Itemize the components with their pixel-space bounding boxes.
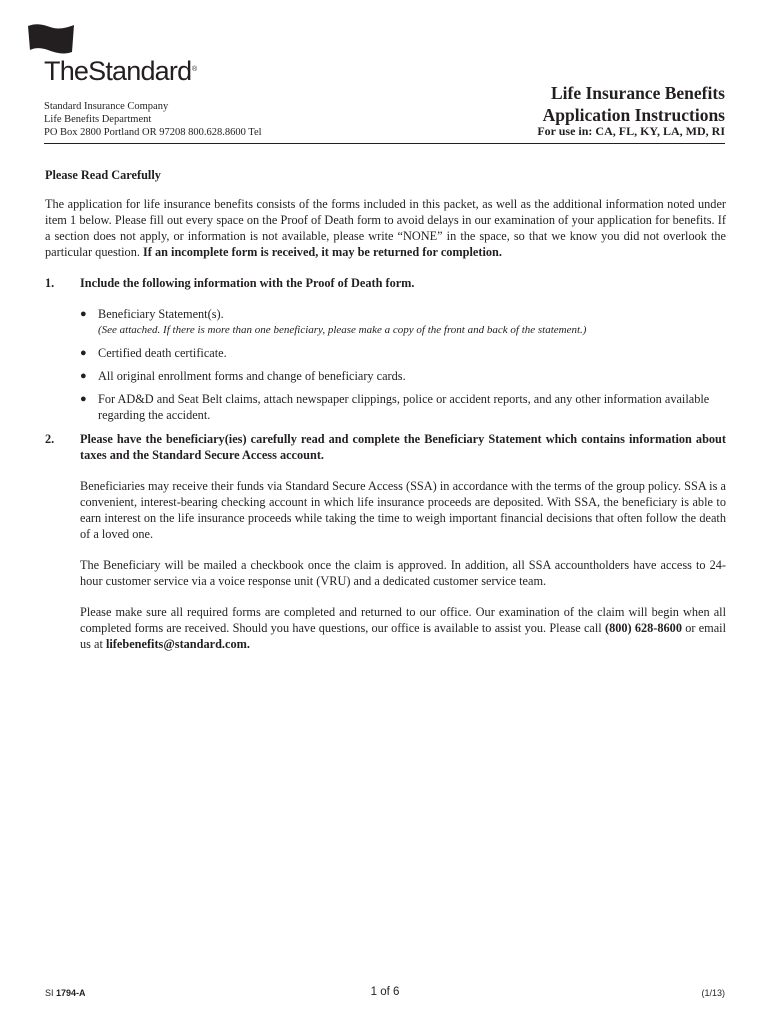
instructions-body bbox=[45, 167, 726, 652]
required-documents-list bbox=[80, 306, 726, 423]
company-address bbox=[44, 100, 262, 139]
form-code: 1794-A bbox=[56, 988, 86, 998]
section-1 bbox=[45, 275, 726, 423]
header-divider bbox=[44, 143, 725, 144]
revision-date: (1/13) bbox=[701, 988, 725, 998]
page-number: 1 of 6 bbox=[370, 986, 400, 998]
logo-the: The bbox=[44, 56, 89, 86]
contact-text-mid: or email us at bbox=[80, 621, 727, 651]
company-name: Standard Insurance Company bbox=[44, 101, 169, 112]
bullet-icon: ● bbox=[80, 308, 87, 320]
section-number: 1. bbox=[45, 276, 55, 290]
contact-paragraph bbox=[80, 604, 726, 652]
bullet-icon: ● bbox=[80, 370, 87, 382]
document-title bbox=[543, 82, 725, 126]
list-item-text: For AD&D and Seat Belt claims, attach newspaper clippings, police or accident reports, and any other information available regarding the accident. bbox=[98, 392, 710, 422]
list-item-text: Beneficiary Statement(s). bbox=[98, 307, 224, 321]
form-prefix: SI bbox=[45, 988, 57, 998]
ssa-paragraph: Beneficiaries may receive their funds via Standard Secure Access (SSA) in accordance with the terms of the group policy. SSA is a convenient, interest-bearing checking account in which life insurance proceeds are deposited. With SSA, the beneficiary is able to earn interest on the life insurance proceeds while taking the time to weigh important financial decisions that often follow the death of a loved one. bbox=[80, 479, 726, 541]
bullet-icon: ● bbox=[80, 393, 87, 405]
list-item bbox=[80, 306, 726, 338]
title-line-1: Life Insurance Benefits bbox=[550, 83, 725, 103]
intro-text: The application for life insurance benefits consists of the forms included in this packet, as well as the additional information noted under item 1 below. Please fill out every space on the Proof of Death form to avoid delays in our examination of your application for benefits. If a section does not apply, or information is not available, please write “NONE” in the space, so that we know you did not overlook the particular question. bbox=[45, 197, 726, 259]
flag-logo-icon bbox=[26, 22, 76, 58]
checkbook-paragraph: The Beneficiary will be mailed a checkbook once the claim is approved. In addition, all SSA accountholders have access to 24-hour customer service via a voice response unit (VRU) and a dedicated customer service team. bbox=[80, 558, 726, 588]
title-line-2: Application Instructions bbox=[542, 105, 725, 125]
page-footer bbox=[45, 986, 725, 1000]
list-item bbox=[80, 345, 726, 361]
registered-mark: ® bbox=[192, 66, 198, 73]
department-name: Life Benefits Department bbox=[44, 114, 152, 125]
states-of-use: For use in: CA, FL, KY, LA, MD, RI bbox=[537, 124, 725, 138]
contact-text: Please make sure all required forms are completed and returned to our office. Our examination of the claim will begin when all completed forms are received. Should you have questions, our office is available to assist you. Please call bbox=[80, 605, 726, 635]
section-heading: Include the following information with the Proof of Death form. bbox=[80, 276, 415, 290]
section-number: 2. bbox=[45, 432, 55, 446]
list-item-text: All original enrollment forms and change of beneficiary cards. bbox=[98, 369, 406, 383]
address-line: PO Box 2800 Portland OR 97208 800.628.8600 Tel bbox=[44, 127, 262, 138]
company-logo bbox=[44, 58, 191, 85]
section-2 bbox=[45, 431, 726, 652]
list-item bbox=[80, 368, 726, 384]
section-heading: Please have the beneficiary(ies) carefully read and complete the Beneficiary Statement which contains information about taxes and the Standard Secure Access account. bbox=[80, 432, 726, 462]
list-item-text: Certified death certificate. bbox=[98, 346, 227, 360]
email-address: lifebenefits@standard.com. bbox=[105, 637, 250, 651]
list-item-note: (See attached. If there is more than one beneficiary, please make a copy of the front and back of the statement.) bbox=[98, 324, 587, 336]
list-item bbox=[80, 391, 726, 423]
logo-standard: Standard bbox=[88, 56, 192, 86]
read-carefully-heading: Please Read Carefully bbox=[45, 168, 161, 182]
bullet-icon: ● bbox=[80, 347, 87, 359]
intro-warning: If an incomplete form is received, it may be returned for completion. bbox=[143, 245, 502, 259]
intro-paragraph bbox=[45, 196, 726, 260]
phone-number: (800) 628-8600 bbox=[604, 621, 682, 635]
